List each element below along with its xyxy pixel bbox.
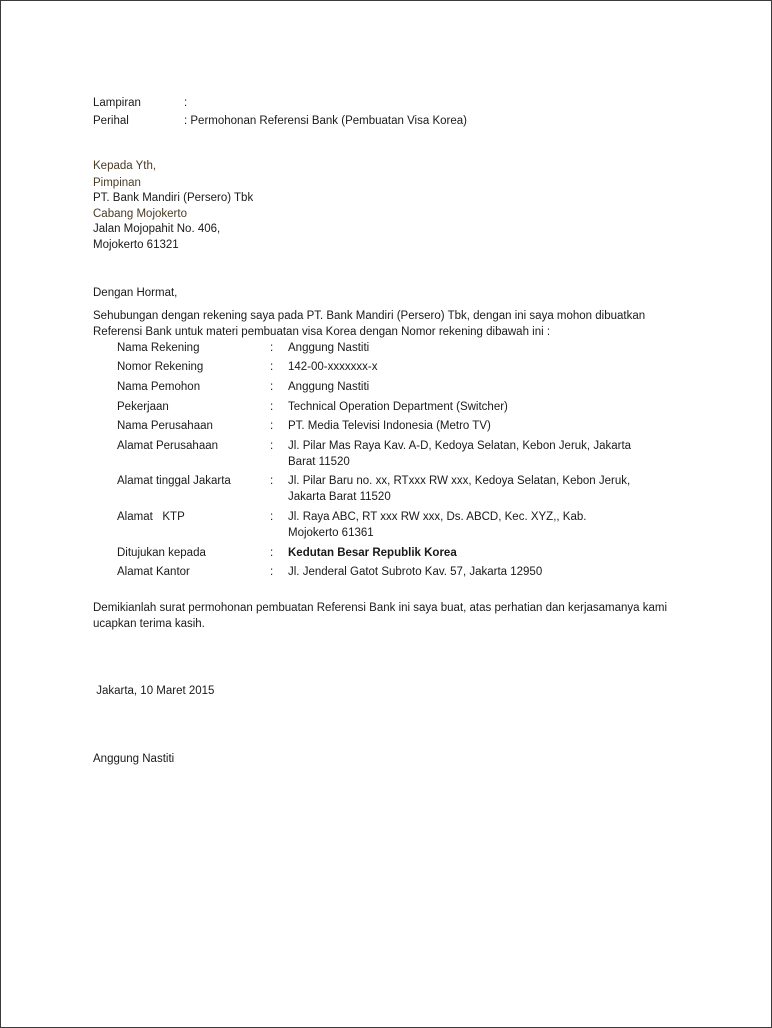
signature-name: Anggung Nastiti (93, 753, 175, 765)
closing-line-2: ucapkan terima kasih. (93, 618, 205, 630)
detail-value: Jl. Jenderal Gatot Subroto Kav. 57, Jakarta 12950 (288, 566, 543, 578)
detail-key: Alamat tinggal Jakarta (117, 475, 231, 487)
recipient-salutation: Kepada Yth, (93, 160, 157, 172)
recipient-street: Jalan Mojopahit No. 406, (93, 223, 221, 235)
detail-colon: : (270, 342, 274, 354)
detail-value: Anggung Nastiti (288, 381, 370, 393)
recipient-title: Pimpinan (93, 177, 141, 189)
detail-key: Alamat KTP (117, 511, 185, 523)
detail-colon: : (270, 475, 274, 487)
detail-colon: : (270, 361, 274, 373)
detail-value: 142-00-xxxxxxx-x (288, 361, 378, 373)
detail-colon: : (270, 547, 274, 559)
detail-key: Nama Pemohon (117, 381, 201, 393)
detail-value: Technical Operation Department (Switcher) (288, 401, 508, 413)
place-date: Jakarta, 10 Maret 2015 (93, 685, 215, 697)
detail-colon: : (270, 566, 274, 578)
perihal-label: Perihal (93, 115, 129, 127)
detail-value: PT. Media Televisi Indonesia (Metro TV) (288, 420, 491, 432)
detail-colon: : (270, 381, 274, 393)
detail-key: Nama Rekening (117, 342, 200, 354)
detail-colon: : (270, 401, 274, 413)
intro-line-1: Sehubungan dengan rekening saya pada PT. Bank Mandiri (Persero) Tbk, dengan ini saya mohon dibuatkan (93, 310, 646, 322)
detail-key: Nomor Rekening (117, 361, 204, 373)
detail-value: Jl. Pilar Mas Raya Kav. A-D, Kedoya Selatan, Kebon Jeruk, Jakarta Barat 11520 (288, 440, 632, 468)
detail-colon: : (270, 420, 274, 432)
detail-colon: : (270, 511, 274, 523)
perihal-row (93, 113, 467, 129)
perihal-value: : Permohonan Referensi Bank (Pembuatan Visa Korea) (184, 115, 467, 127)
detail-key: Alamat Perusahaan (117, 440, 219, 452)
recipient-bank: PT. Bank Mandiri (Persero) Tbk (93, 192, 254, 204)
detail-key: Ditujukan kepada (117, 547, 206, 559)
detail-value: Jl. Raya ABC, RT xxx RW xxx, Ds. ABCD, Kec. XYZ,, Kab. Mojokerto 61361 (288, 511, 587, 539)
detail-value: Jl. Pilar Baru no. xx, RTxxx RW xxx, Kedoya Selatan, Kebon Jeruk, Jakarta Barat 11520 (288, 475, 631, 503)
detail-key: Nama Perusahaan (117, 420, 213, 432)
detail-key: Alamat Kantor (117, 566, 190, 578)
detail-value: Anggung Nastiti (288, 342, 370, 354)
lampiran-row (93, 95, 187, 111)
detail-key: Pekerjaan (117, 401, 169, 413)
recipient-branch: Cabang Mojokerto (93, 208, 187, 220)
greeting: Dengan Hormat, (93, 287, 178, 299)
recipient-city: Mojokerto 61321 (93, 239, 179, 251)
closing-line-1: Demikianlah surat permohonan pembuatan Referensi Bank ini saya buat, atas perhatian dan kerjasamanya kami (93, 602, 668, 614)
lampiran-value: : (184, 97, 188, 109)
lampiran-label: Lampiran (93, 97, 141, 109)
intro-line-2: Referensi Bank untuk materi pembuatan visa Korea dengan Nomor rekening dibawah ini : (93, 326, 551, 338)
detail-colon: : (270, 440, 274, 452)
detail-value: Kedutan Besar Republik Korea (288, 547, 457, 559)
